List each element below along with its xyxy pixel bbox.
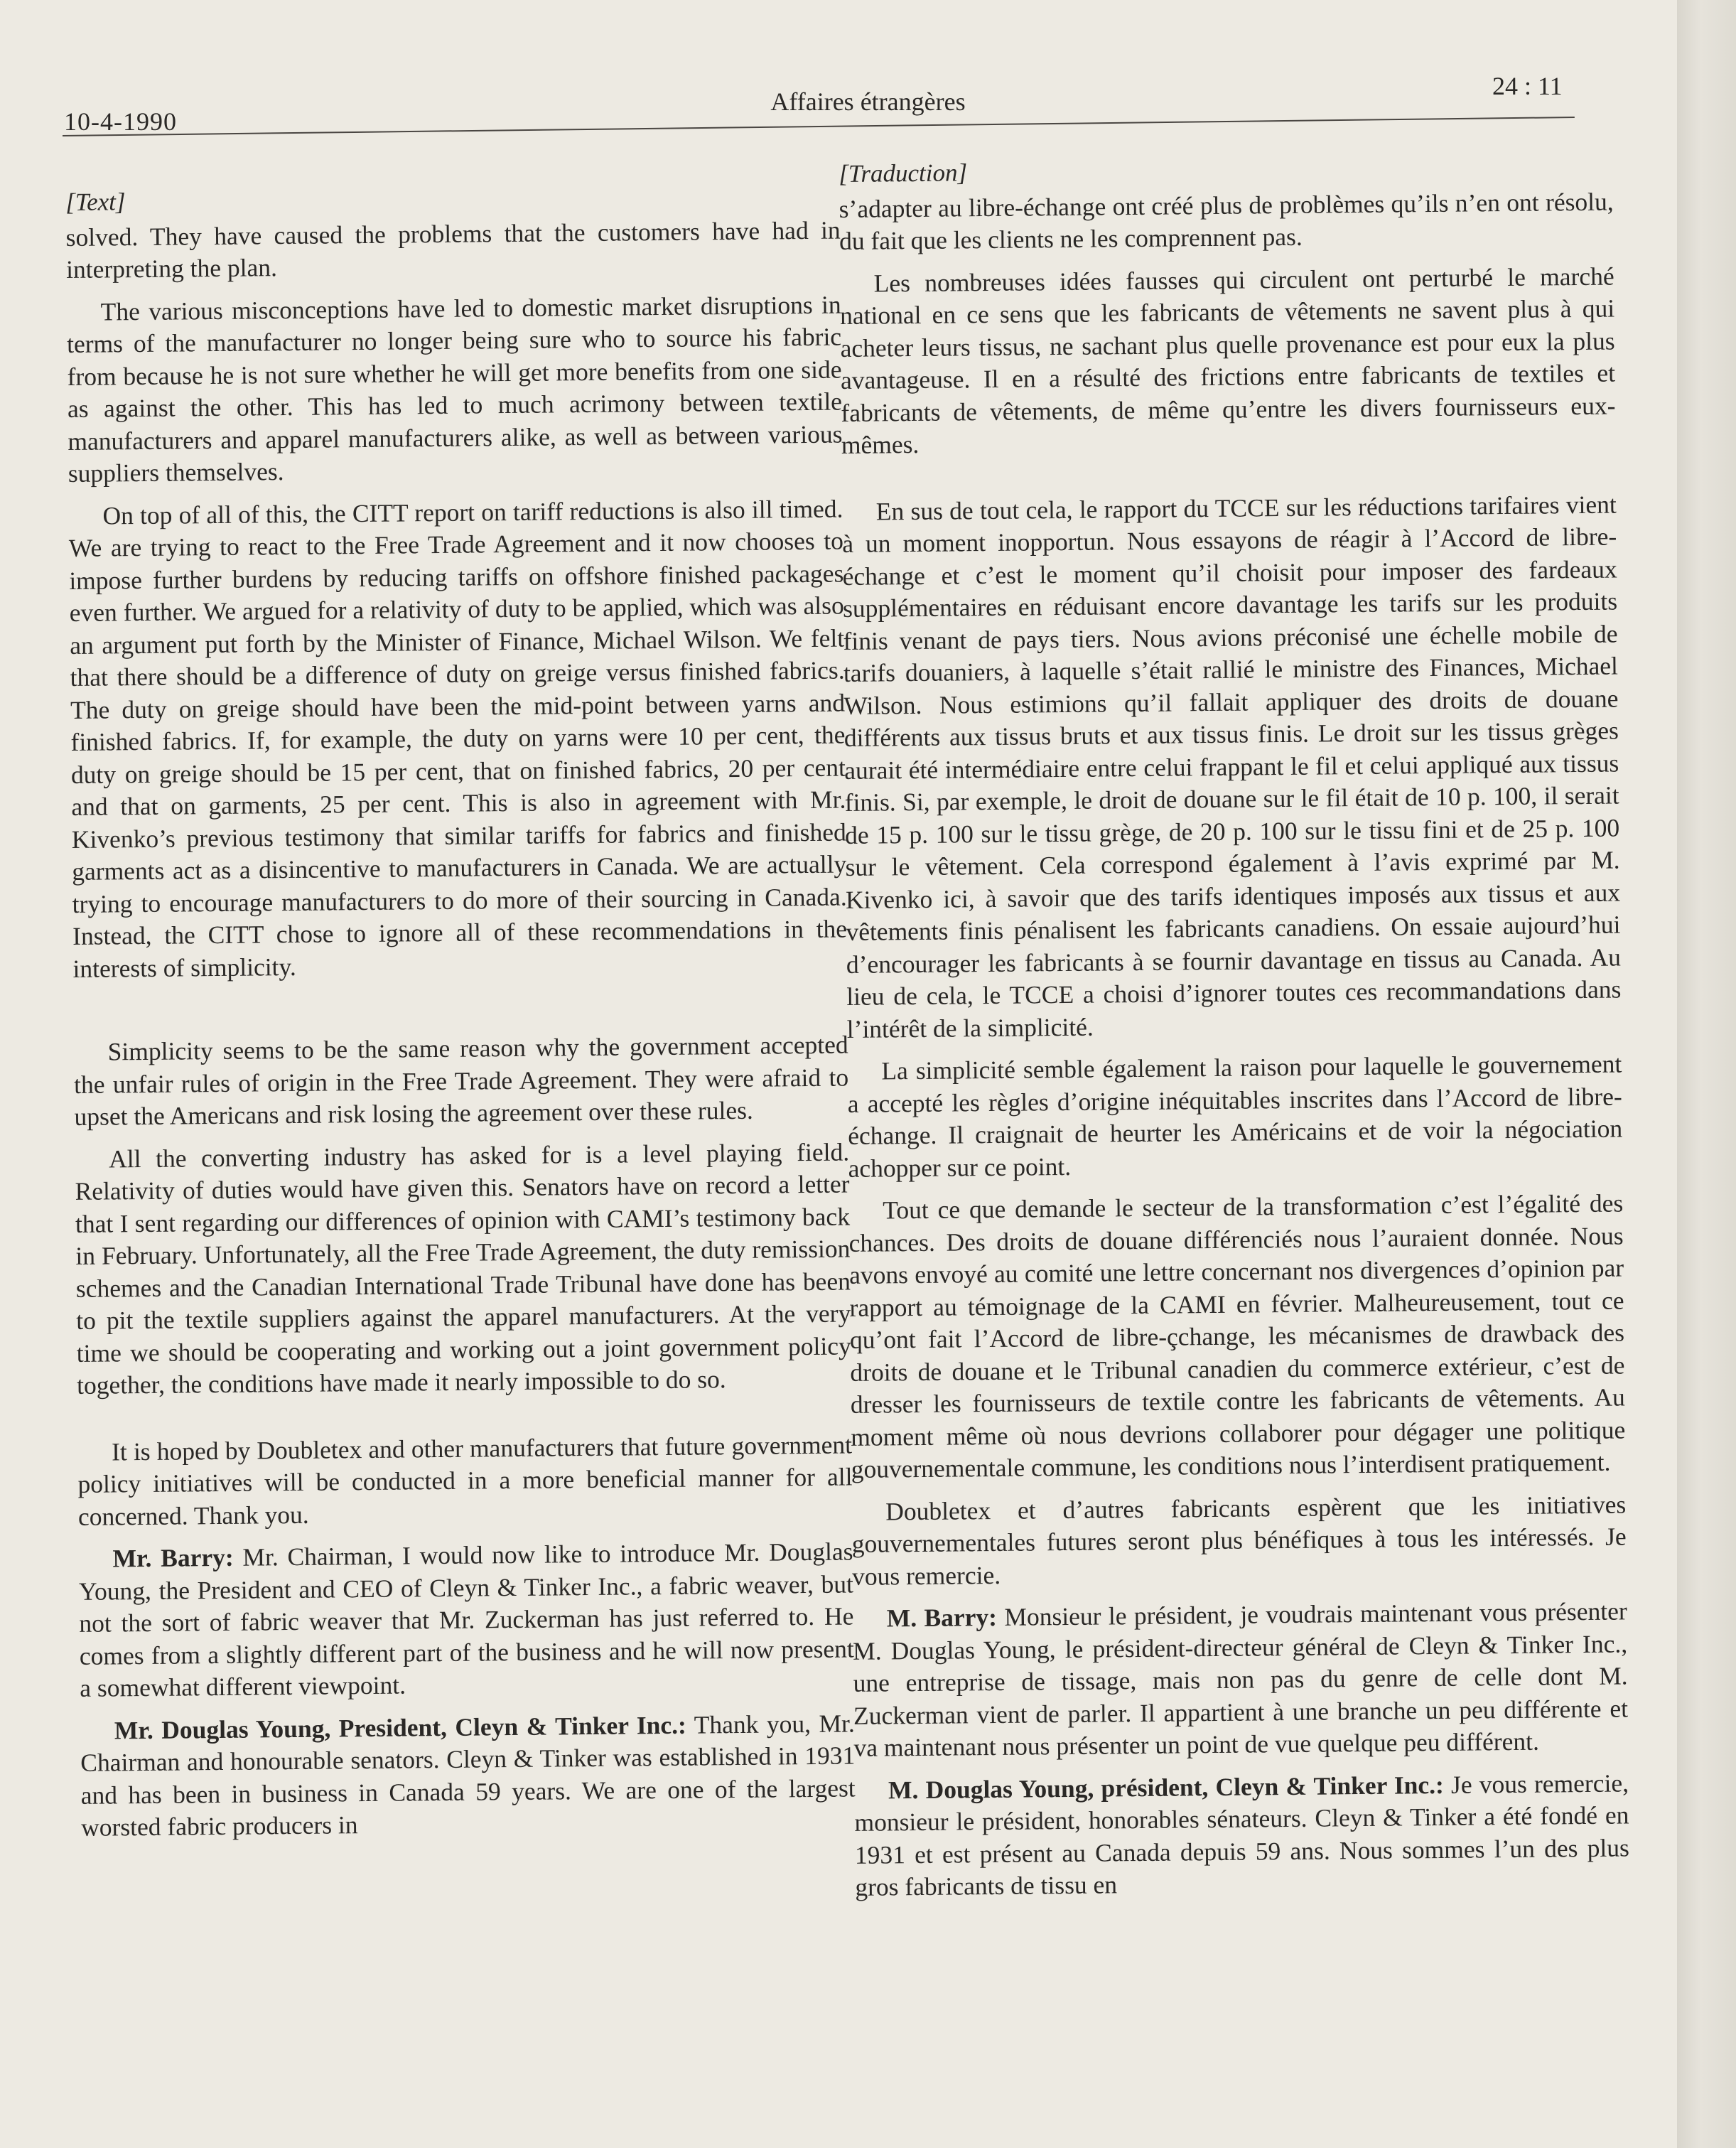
paragraph: The various misconceptions have led to domestic market disruptions in terms of the manufacturer no longer being sure who to source his fabric from because he is not sure whether he will get more benefits from one side as against the other. This has led to much acrimony between textile manufacturers and apparel manufacturers alike, as well as between various suppliers themselves. <box>66 290 843 488</box>
speaker-name: Mr. Douglas Young, President, Cleyn & Tinker Inc.: <box>114 1710 687 1744</box>
speaker-paragraph <box>78 1535 854 1704</box>
speaker-name: M. Barry: <box>886 1602 998 1633</box>
speaker-text: Thank you, Mr. Chairman and honourable senators. Cleyn & Tinker was established in 1931 and has been in business in Canada 59 years. We are one of the largest worsted fabric producers in <box>80 1708 856 1842</box>
paragraph: All the converting industry has asked for is a level playing field. Relativity of duties would have given this. Senators have on record a letter that I sent regarding our differences of opinion with CAMI’s testimony back in February. Unfortunately, all the Free Trade Agreement, the duty remission schemes and the Canadian International Trade Tribunal have done has been to pit the textile suppliers against the apparel manufacturers. At the very time we should be cooperating and working out a joint government policy together, the conditions have made it nearly impossible to do so. <box>75 1137 851 1400</box>
paragraph: It is hoped by Doubletex and other manufacturers that future government policy initiatives will be conducted in a more beneficial manner for all concerned. Thank you. <box>77 1429 853 1531</box>
speaker-name: M. Douglas Young, président, Cleyn & Tinker Inc.: <box>888 1770 1445 1804</box>
spacer <box>73 987 848 1036</box>
page-edge <box>1677 0 1736 2148</box>
french-column <box>839 151 1630 1914</box>
english-column <box>65 179 856 1854</box>
paragraph: Tout ce que demande le secteur de la transformation c’est l’égalité des chances. Des droits de douane différenciés nous l’auraient donnée. Nous avons envoyé au comité une lettre concernant nos divergences d’opinion par rapport au témoignage de la CAMI en février. Malheureusement, tout ce qu’ont fait l’Accord de libre-çchange, les mécanismes de drawback des droits de douane et le Tribunal canadien du commerce extérieur, c’est de dresser les fournisseurs de textile contre les fabricants de vêtements. Au moment même où nous devrions collaborer pour dégager une politique gouvernementale commune, les conditions nous l’interdisent pratiquement. <box>848 1188 1626 1483</box>
header-date: 10-4-1990 <box>64 107 177 136</box>
paragraph: La simplicité semble également la raison pour laquelle le gouvernement a accepté les règles d’origine inéquitables inscrites dans l’Accord de libre-échange. Il craignait de heurter les Américains et de voir la négociation achopper sur ce point. <box>847 1049 1623 1183</box>
header-page-ref: 24 : 11 <box>1492 72 1563 100</box>
traduction-label: [Traduction] <box>839 159 968 188</box>
paragraph: Simplicity seems to be the same reason why the government accepted the unfair rules of origin in the Free Trade Agreement. They were afraid to upset the Americans and risk losing the agreement over these rules. <box>73 1030 849 1131</box>
text-label: [Text] <box>65 188 126 216</box>
speaker-text: Monsieur le président, je voudrais maintenant vous présenter M. Douglas Young, le président-directeur général de Cleyn & Tinker Inc., une entreprise de tissage, mais non pas du genre de celle dont M. Zuckerman vient de parler. Il appartient à une branche un peu différente et va maintenant nous présenter un point de vue quelque peu différent. <box>852 1596 1629 1762</box>
paragraph: solved. They have caused the problems that the customers have had in interpreting the plan. <box>65 215 841 284</box>
speaker-paragraph <box>80 1707 856 1844</box>
speaker-paragraph <box>854 1767 1630 1903</box>
paragraph: En sus de tout cela, le rapport du TCCE sur les réductions tarifaires vient à un moment inopportun. Nous essayons de réagir à l’Accord de libre-échange et c’est le moment qu’il choisit pour imposer des fardeaux supplémentaires en réduisant encore davantage les tarifs sur les produits finis venant de pays tiers. Nous avions préconisé une échelle mobile de tarifs douaniers, à laquelle s’était rallié le ministre des Finances, Michael Wilson. Nous estimions qu’il fallait appliquer des droits de douane différents aux tissus bruts et aux tissus finis. Le droit sur les tissus grèges aurait été intermédiaire entre celui frappant le fil et celui appliqué aux tissus finis. Si, par exemple, le droit de douane sur le fil était de 10 p. 100, il serait de 15 p. 100 sur le tissu grège, de 20 p. 100 sur le tissu fini et de 25 p. 100 sur le vêtement. Cela correspond également à l’avis exprimé par M. Kivenko ici, à savoir que des tarifs identiques imposés aux tissus et aux vêtements finis pénalisent les fabricants canadiens. On essaie aujourd’hui d’encourager les fabricants à se fournir davantage en tissus au Canada. Au lieu de cela, le TCCE a choisi d’ignorer toutes ces recommandations dans l’intérêt de la simplicité. <box>842 490 1622 1043</box>
paragraph: Doubletex et d’autres fabricants espèrent que les initiatives gouvernementales futures seront plus bénéfiques à tous les intéressés. Je vous remercie. <box>851 1489 1627 1591</box>
speaker-paragraph <box>853 1595 1629 1764</box>
speaker-name: Mr. Barry: <box>112 1542 234 1573</box>
paragraph: On top of all of this, the CITT report on tariff reductions is also ill timed. We are trying to react to the Free Trade Agreement and it now chooses to impose further burdens by reducing tariffs on offshore finished packages even further. We argued for a relativity of duty to be applied, which was also an argument put forth by the Minister of Finance, Michael Wilson. We felt that there should be a difference of duty on greige versus finished fabrics. The duty on greige should have been the mid-point between yarns and finished fabrics. If, for example, the duty on yarns were 10 per cent, the duty on greige should be 15 per cent, that on finished fabrics, 20 per cent and that on garments, 25 per cent. This is also in agreement with Mr. Kivenko’s previous testimony that similar tariffs for fabrics and finished garments act as a disincentive to manufacturers in Canada. We are actually trying to encourage manufacturers to do more of their sourcing in Canada. Instead, the CITT chose to ignore all of these recommendations in the interests of simplicity. <box>68 494 848 983</box>
paragraph: Les nombreuses idées fausses qui circulent ont perturbé le marché national en ce sens que les fabricants de vêtements ne savent plus à qui acheter leurs tissus, ne sachant plus quelle provenance est pour eux la plus avantageuse. Il en a résulté des frictions entre fabricants de textiles et fabricants de vêtements, de même qu’entre les divers fournisseurs eux-mêmes. <box>839 262 1616 459</box>
speaker-text: Je vous remercie, monsieur le président, honorables sénateurs. Cleyn & Tinker a été fondé en 1931 et est présent au Canada depuis 59 ans. Nous sommes l’un des plus gros fabricants de tissu en <box>854 1768 1630 1901</box>
speaker-text: Mr. Chairman, I would now like to introduce Mr. Douglas Young, the President and CEO of Cleyn & Tinker Inc., a fabric weaver, but not the sort of fabric weaver that Mr. Zuckerman has just referred to. He comes from a slightly different part of the business and he will now present a somewhat different viewpoint. <box>78 1537 854 1702</box>
paragraph: s’adapter au libre-échange ont créé plus de problèmes qu’ils n’en ont résolu, du fait que les clients ne les comprennent pas. <box>839 187 1614 255</box>
header-title: Affaires étrangères <box>770 87 966 116</box>
